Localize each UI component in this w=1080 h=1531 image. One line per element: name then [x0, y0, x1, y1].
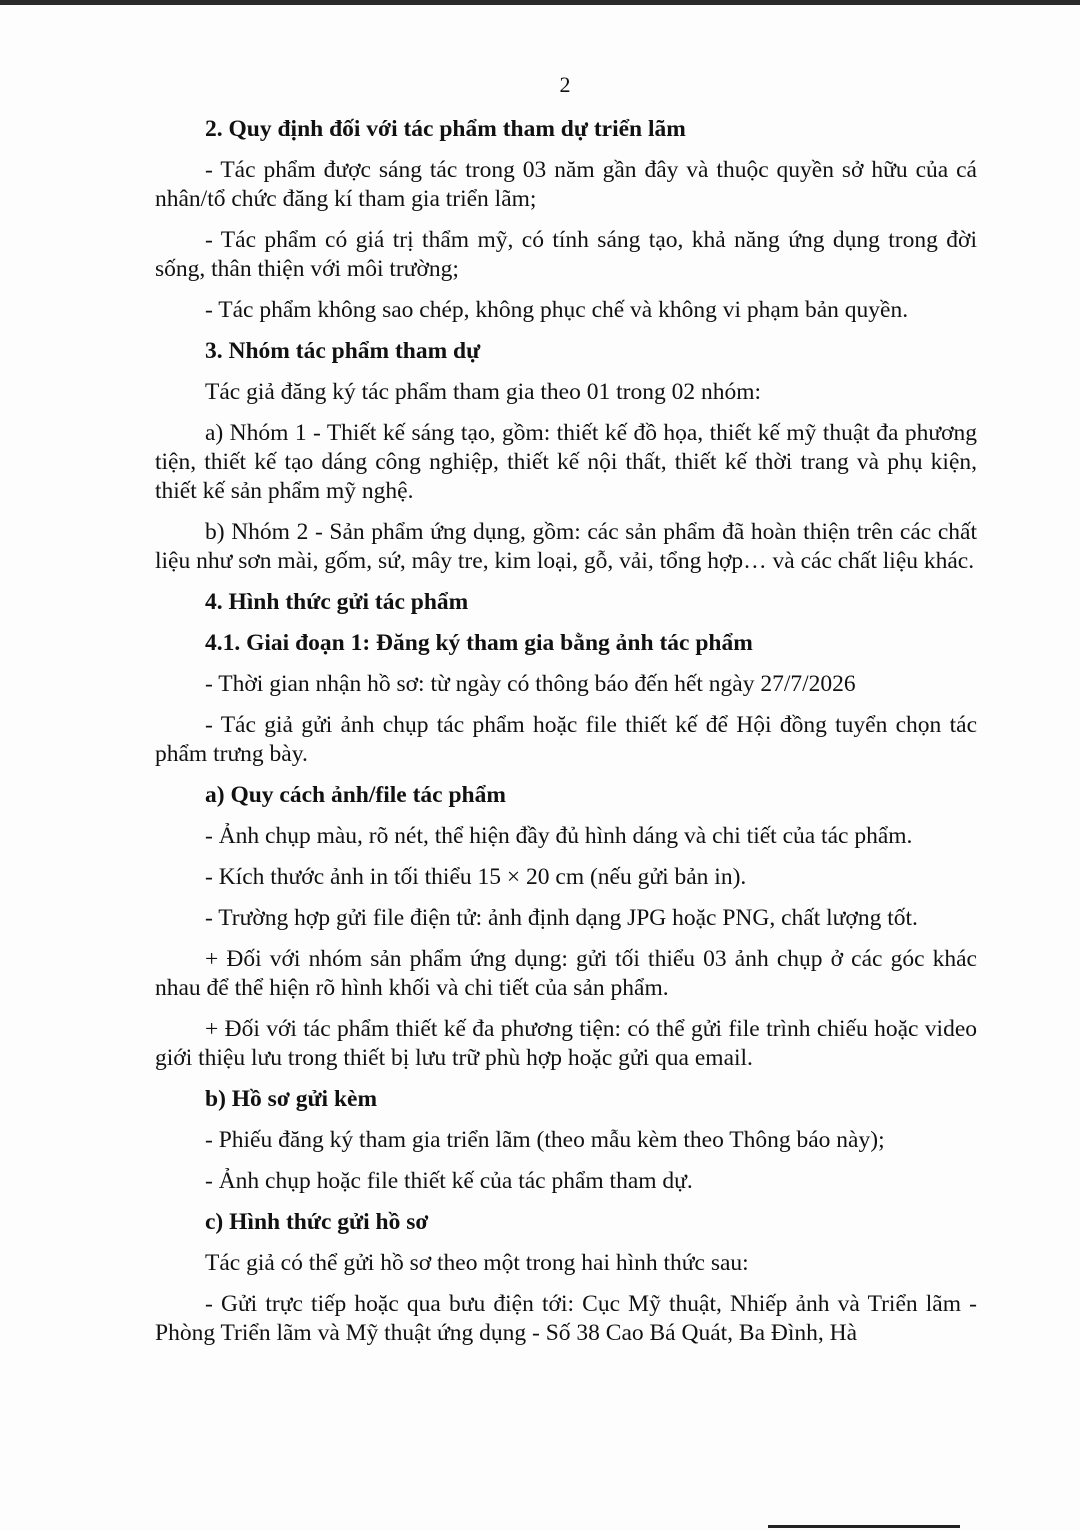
subsection-heading: a) Quy cách ảnh/file tác phẩm	[205, 782, 506, 808]
paragraph: - Tác phẩm được sáng tác trong 03 năm gần đây và thuộc quyền sở hữu của cá nhân/tổ chức đăng kí tham gia triển lãm;	[155, 157, 977, 212]
paragraph: - Ảnh chụp hoặc file thiết kế của tác phẩm tham dự.	[205, 1168, 693, 1194]
paragraph: Tác giả đăng ký tác phẩm tham gia theo 01 trong 02 nhóm:	[205, 379, 762, 405]
paragraph: + Đối với nhóm sản phẩm ứng dụng: gửi tối thiểu 03 ảnh chụp ở các góc khác nhau để thể hiện rõ hình khối và chi tiết của sản phẩm.	[155, 946, 977, 1001]
subsection-heading: c) Hình thức gửi hồ sơ	[205, 1209, 429, 1235]
paragraph: - Trường hợp gửi file điện tử: ảnh định dạng JPG hoặc PNG, chất lượng tốt.	[205, 905, 918, 931]
paragraph: - Tác giả gửi ảnh chụp tác phẩm hoặc file thiết kế để Hội đồng tuyển chọn tác phẩm trưng bày.	[155, 712, 977, 767]
section-heading: 3. Nhóm tác phẩm tham dự	[205, 338, 481, 364]
section-heading: 2. Quy định đối với tác phẩm tham dự triển lãm	[205, 116, 686, 142]
subsection-heading: b) Hồ sơ gửi kèm	[205, 1086, 378, 1112]
paragraph: - Thời gian nhận hồ sơ: từ ngày có thông báo đến hết ngày 27/7/2026	[205, 671, 856, 697]
section-heading: 4. Hình thức gửi tác phẩm	[205, 589, 469, 615]
bottom-divider	[768, 1525, 960, 1528]
page-number: 2	[559, 72, 571, 97]
paragraph: Tác giả có thể gửi hồ sơ theo một trong hai hình thức sau:	[205, 1250, 749, 1276]
paragraph: - Kích thước ảnh in tối thiểu 15 × 20 cm (nếu gửi bản in).	[205, 864, 747, 890]
paragraph: - Tác phẩm có giá trị thẩm mỹ, có tính sáng tạo, khả năng ứng dụng trong đời sống, thân thiện với môi trường;	[155, 227, 977, 282]
paragraph: - Ảnh chụp màu, rõ nét, thể hiện đầy đủ hình dáng và chi tiết của tác phẩm.	[205, 823, 913, 849]
paragraph: + Đối với tác phẩm thiết kế đa phương tiện: có thể gửi file trình chiếu hoặc video giới thiệu lưu trong thiết bị lưu trữ phù hợp hoặc gửi qua email.	[155, 1016, 977, 1071]
paragraph: a) Nhóm 1 - Thiết kế sáng tạo, gồm: thiết kế đồ họa, thiết kế mỹ thuật đa phương tiện, thiết kế tạo dáng công nghiệp, thiết kế nội thất, thiết kế thời trang và phụ kiện, thiết kế sản phẩm mỹ nghệ.	[155, 420, 977, 504]
paragraph: - Gửi trực tiếp hoặc qua bưu điện tới: Cục Mỹ thuật, Nhiếp ảnh và Triển lãm - Phòng Triển lãm và Mỹ thuật ứng dụng - Số 38 Cao Bá Quát, Ba Đình, Hà	[155, 1291, 977, 1346]
paragraph: b) Nhóm 2 - Sản phẩm ứng dụng, gồm: các sản phẩm đã hoàn thiện trên các chất liệu như sơn mài, gốm, sứ, mây tre, kim loại, gỗ, vải, tổng hợp… và các chất liệu khác.	[155, 519, 977, 574]
paragraph: - Tác phẩm không sao chép, không phục chế và không vi phạm bản quyền.	[205, 297, 909, 323]
page-top-edge	[0, 0, 1080, 5]
paragraph: - Phiếu đăng ký tham gia triển lãm (theo mẫu kèm theo Thông báo này);	[205, 1127, 885, 1153]
document-body	[155, 115, 977, 1360]
subsection-heading: 4.1. Giai đoạn 1: Đăng ký tham gia bằng ảnh tác phẩm	[205, 630, 753, 656]
